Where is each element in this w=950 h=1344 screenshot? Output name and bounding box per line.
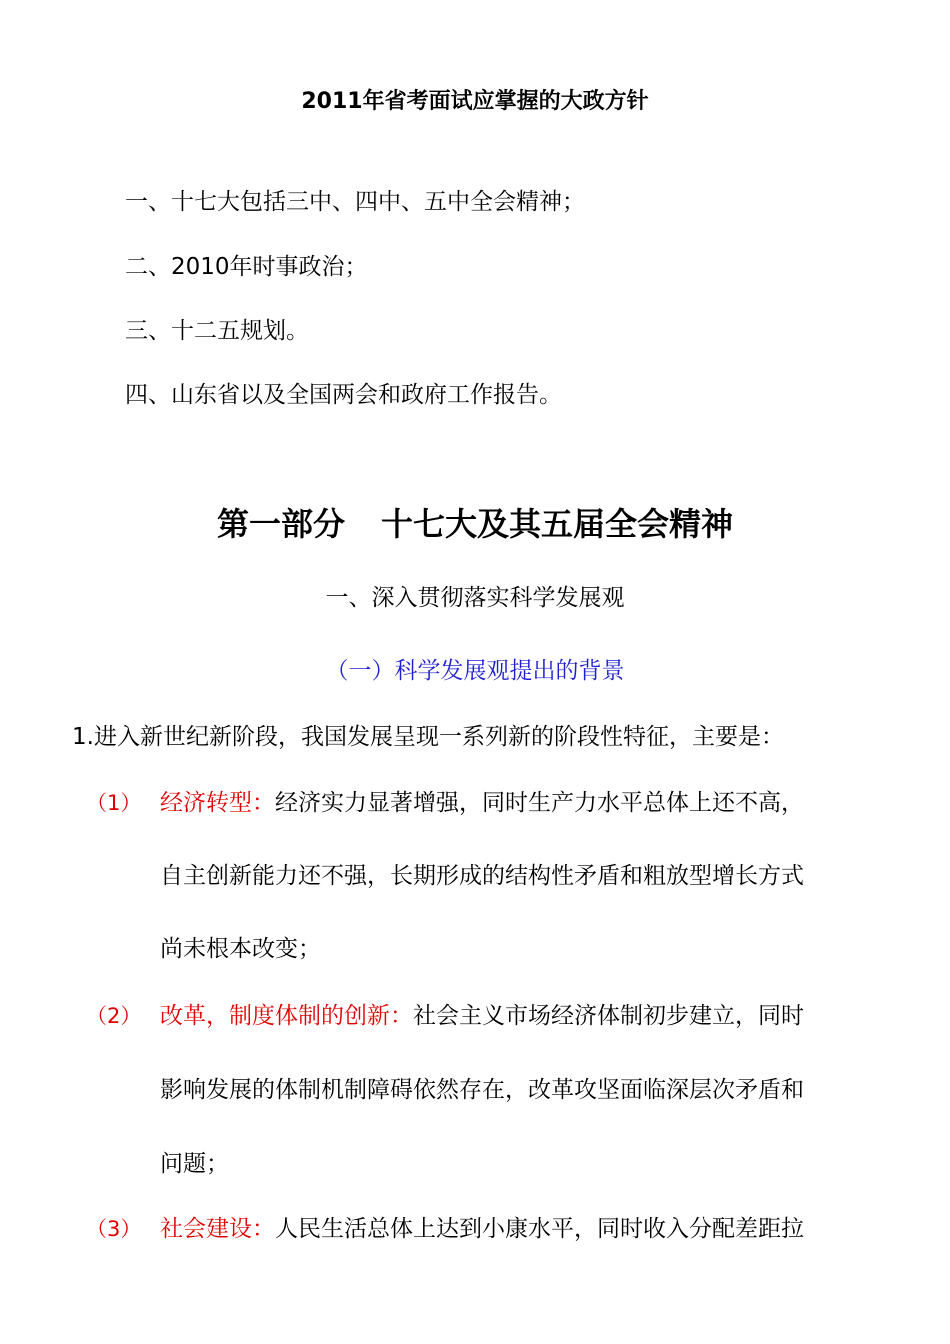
part-heading bbox=[0, 502, 950, 546]
part-title: 十七大及其五届全会精神 bbox=[381, 505, 734, 543]
outline-item-3: 三、十二五规划。 bbox=[125, 318, 309, 344]
section-heading: 一、深入贯彻落实科学发展观 bbox=[325, 585, 625, 611]
part-label: 第一部分 bbox=[216, 505, 345, 543]
item-3-text-1: 人民生活总体上达到小康水平，同时收入分配差距拉 bbox=[275, 1216, 804, 1242]
item-2-line-3: 问题； bbox=[160, 1151, 229, 1177]
item-3-label: 社会建设： bbox=[160, 1216, 275, 1242]
item-1-line-3: 尚未根本改变； bbox=[160, 936, 321, 962]
item-number-3: （3） bbox=[86, 1217, 142, 1241]
outline-item-1: 一、十七大包括三中、四中、五中全会精神； bbox=[125, 189, 585, 215]
item-number-1: （1） bbox=[86, 791, 142, 815]
item-2-text-1: 社会主义市场经济体制初步建立，同时 bbox=[413, 1003, 804, 1029]
item-1-line-2: 自主创新能力还不强，长期形成的结构性矛盾和粗放型增长方式 bbox=[160, 863, 804, 889]
subsection-heading: （一）科学发展观提出的背景 bbox=[325, 658, 625, 684]
item-2-line-2: 影响发展的体制机制障碍依然存在，改革攻坚面临深层次矛盾和 bbox=[160, 1077, 804, 1103]
item-2-label: 改革，制度体制的创新： bbox=[160, 1003, 413, 1029]
document-title: 2011年省考面试应掌握的大政方针 bbox=[301, 89, 649, 114]
outline-item-4: 四、山东省以及全国两会和政府工作报告。 bbox=[125, 382, 562, 408]
item-number-2: （2） bbox=[86, 1004, 142, 1028]
item-1-text-1: 经济实力显著增强，同时生产力水平总体上还不高， bbox=[275, 790, 804, 816]
item-2-line-1 bbox=[160, 1000, 804, 1032]
item-3-line-1 bbox=[160, 1213, 804, 1245]
item-1-line-1 bbox=[160, 787, 804, 819]
item-1-label: 经济转型： bbox=[160, 790, 275, 816]
intro-paragraph: 1.进入新世纪新阶段，我国发展呈现一系列新的阶段性特征，主要是： bbox=[72, 724, 784, 750]
outline-item-2: 二、2010年时事政治； bbox=[125, 254, 368, 280]
